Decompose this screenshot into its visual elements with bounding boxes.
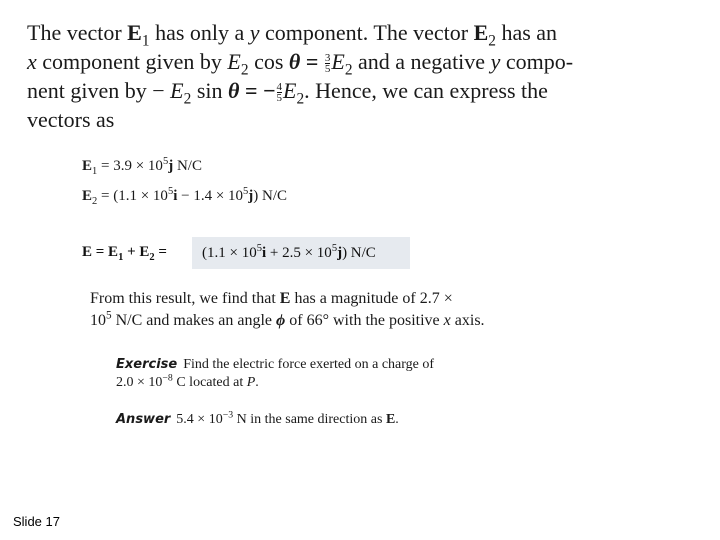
exercise-label: Exercise xyxy=(116,357,178,372)
equation-e2: $E_2 = (1.1 \times 10^5i - 1.4 \times 10^5j)$ N/C xyxy=(82,186,288,207)
result-line-1: From this result, we find that E has a magnitude of 2.7 × xyxy=(90,290,453,307)
vector-e1: E xyxy=(127,20,142,45)
intro-line-3: nent given by − $E_2$ sin θ = − $\frac{4}{5}$ $E_2$. Hence, we can express the xyxy=(27,78,548,108)
result-line-2: $10^5$ N/C and makes an angle ϕ of 66° with the positive x axis. xyxy=(90,309,485,329)
vector-e2: E xyxy=(473,20,489,45)
exercise-line-2: $2.0 \times 10^{-8}$ C located at P. xyxy=(116,372,259,390)
equation-e1: $E_1 = 3.9 \times 10^5j$ N/C xyxy=(82,156,202,177)
equation-sum-lhs: $E = E_1 + E_2$ = xyxy=(82,244,167,263)
intro-line-4: vectors as xyxy=(27,107,115,132)
equation-sum-result-box: $(1.1 \times 10^5i + 2.5 \times 10^5j)$ N/C xyxy=(192,237,410,269)
result-paragraph xyxy=(90,288,550,332)
fraction-three-fifths: $\frac{3}{5}$ xyxy=(324,52,331,76)
answer-label: Answer xyxy=(116,412,171,427)
answer-block: Answer $5.4 \times 10^{-3}$ N in the same direction as E. xyxy=(116,409,399,427)
intro-line-1: The vector $E_1$ has only a y component. The vector $E_2$ has an xyxy=(27,20,558,50)
intro-paragraph xyxy=(27,18,657,134)
intro-line-2: x component given by $E_2$ cos θ = $\frac{3}{5}$ $E_2$ and a negative y compo- xyxy=(27,49,574,79)
slide-number: Slide 17 xyxy=(13,514,60,529)
exercise-block xyxy=(116,356,546,392)
exercise-line-1: Exercise Find the electric force exerted on a charge of xyxy=(116,357,435,372)
fraction-four-fifths: $\frac{4}{5}$ xyxy=(276,81,283,105)
